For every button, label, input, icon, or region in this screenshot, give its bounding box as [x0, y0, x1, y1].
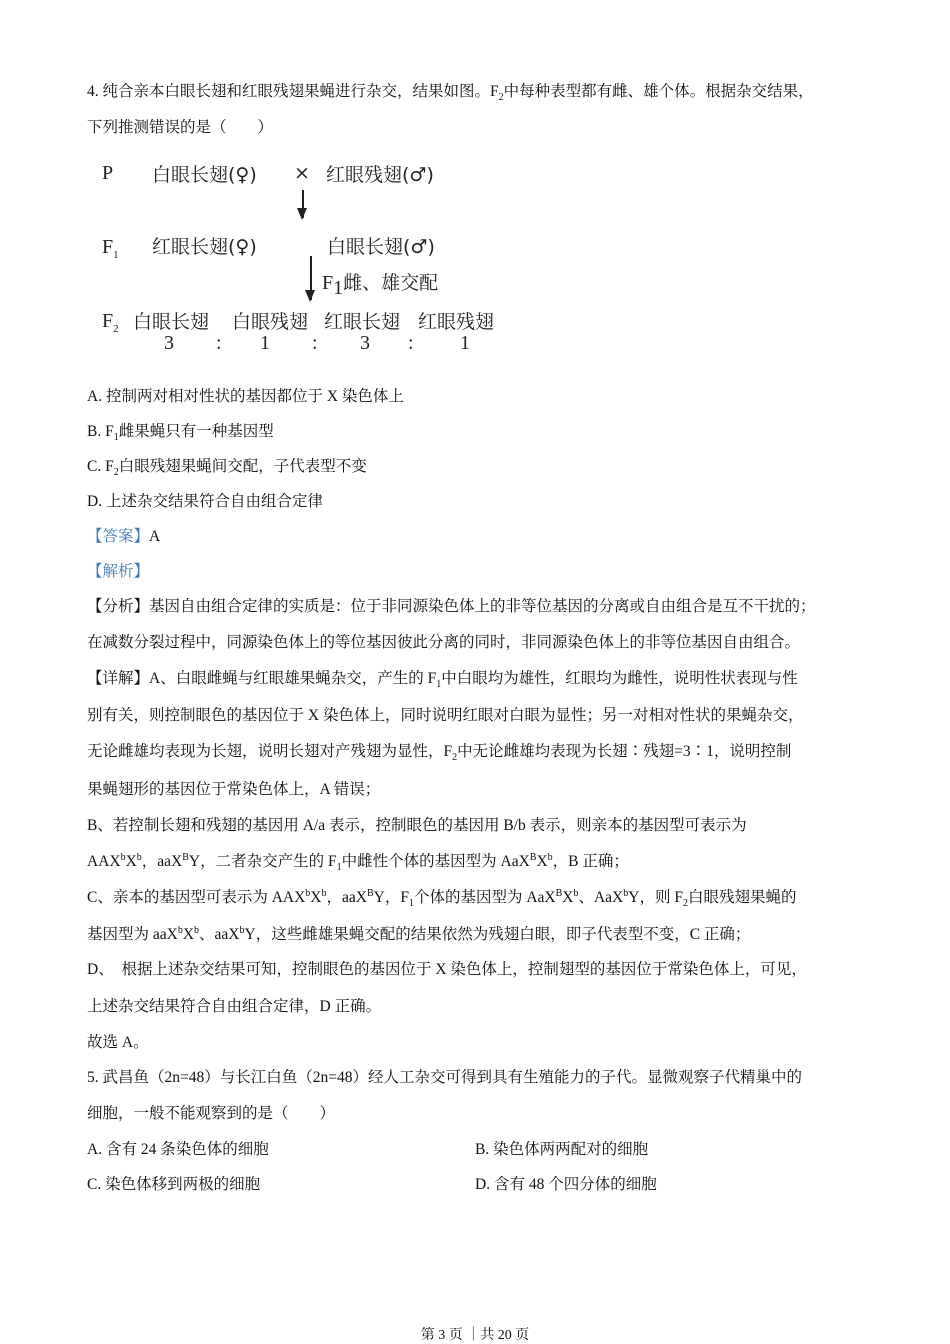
q5-option-d: D. 含有 48 个四分体的细胞	[475, 1176, 657, 1193]
text-run: 上述杂交结果符合自由组合定律，D 正确。	[87, 998, 382, 1015]
explanation-line	[87, 780, 380, 800]
answer-tag: 【答案】	[87, 528, 150, 545]
f2-phenotype: 白眼残翅	[232, 311, 309, 333]
text-run: 4. 纯合亲本白眼长翅和红眼残翅果蝇进行杂交，结果如图。F	[87, 83, 499, 100]
text-run: 无论雌雄均表现为长翅，说明长翅对产残翅为显性，F	[87, 743, 453, 760]
text-run: ，B 正确；	[552, 853, 629, 870]
f1-label: $F_1$	[102, 236, 119, 261]
q4-option-a	[87, 387, 404, 407]
f2-phenotype: 红眼长翅	[324, 311, 401, 333]
explanation-line	[87, 852, 629, 872]
cross-diagram	[90, 150, 530, 360]
ratio-value: 1	[260, 332, 270, 354]
text-run: X	[536, 853, 548, 870]
text-run: 中无论雌雄均表现为长翅∶残翅=3∶1，说明控制	[457, 743, 792, 760]
text-run: Y，这些雌雄果蝇交配的结果依然为残翅白眼，即子代表型不变，C 正确；	[244, 926, 751, 943]
supscript-text: b	[305, 887, 311, 899]
f2-phenotype: 白眼长翅	[133, 311, 210, 333]
text-run: 中每种表型都有雌、雄个体。根据杂交结果，	[503, 83, 814, 100]
supscript-text: B	[529, 851, 537, 863]
text-run: 果蝇翅形的基因位于常染色体上，A 错误；	[87, 781, 381, 798]
q5-stem-line	[87, 1068, 802, 1088]
explanation-line	[87, 816, 747, 836]
explanation-line	[87, 888, 796, 908]
ratio-sep: :	[408, 332, 414, 354]
f1-female: 红眼长翅(♀)	[152, 236, 257, 258]
supscript-text: b	[120, 851, 126, 863]
p-female: 白眼长翅(♀)	[152, 164, 257, 186]
text-run: 雌果蝇只有一种基因型	[118, 423, 274, 440]
f2-phenotype: 红眼残翅	[418, 311, 495, 333]
ratio-value: 3	[164, 332, 174, 354]
supscript-text: b	[573, 887, 579, 899]
q4-option-d	[87, 492, 323, 512]
q5-option-a: A. 含有 24 条染色体的细胞	[87, 1141, 269, 1158]
ratio-sep: :	[216, 332, 222, 354]
p-male: 红眼残翅(♂)	[326, 164, 434, 186]
q4-stem-line	[87, 118, 273, 138]
text-run: 【分析】基因自由组合定律的实质是：位于非同源染色体上的非等位基因的分离或自由组合是互不干扰的；	[87, 598, 816, 615]
q5-option-c: C. 染色体移到两极的细胞	[87, 1176, 261, 1193]
answer-line	[87, 527, 160, 547]
text-run: X	[125, 853, 137, 870]
text-run: D、 根据上述杂交结果可知，控制眼色的基因位于 X 染色体上，控制翅型的基因位于常染色体上，可见，	[87, 961, 807, 978]
q4-stem-line	[87, 82, 814, 102]
q5-stem-line	[87, 1104, 335, 1124]
subscript-text: 2	[452, 752, 458, 764]
text-run: 白眼残翅果蝇的	[687, 889, 797, 906]
text-run: Y，二者杂交产生的 F	[188, 853, 337, 870]
f2-label: $F_2$	[102, 310, 119, 335]
text-run: X	[182, 926, 195, 943]
text-run: C. F	[87, 458, 114, 475]
supscript-text: b	[623, 887, 629, 899]
p-label: P	[102, 162, 114, 184]
explanation-line	[87, 597, 816, 617]
subscript-text: 1	[336, 862, 342, 874]
text-run: Y，F	[373, 889, 409, 906]
explanation-line	[87, 669, 798, 689]
analysis-tag: 【解析】	[87, 563, 150, 580]
explanation-line	[87, 997, 381, 1017]
explanation-line	[87, 1033, 149, 1053]
text-run: 白眼残翅果蝇间交配，子代表型不变	[118, 458, 367, 475]
ratio-sep: :	[312, 332, 318, 354]
text-run: 中白眼均为雄性，红眼均为雌性，说明性状表现与性	[441, 670, 798, 687]
text-run: 下列推测错误的是（ ）	[87, 119, 274, 136]
answer-value: A	[149, 528, 161, 545]
text-run: ，aaX	[326, 889, 367, 906]
text-run: B、若控制长翅和残翅的基因用 A/a 表示，控制眼色的基因用 B/b 表示，则亲本的基因型可表示为	[87, 817, 747, 834]
ratio-value: 1	[460, 332, 470, 354]
supscript-text: B	[555, 887, 563, 899]
subscript-text: 1	[408, 898, 414, 910]
subscript-text: 2	[682, 898, 688, 910]
page-footer: 第 3 页 ｜共 20 页	[420, 1328, 530, 1343]
text-run: 在减数分裂过程中，同源染色体上的等位基因彼此分离的同时，非同源染色体上的非等位基因自由组合。	[87, 634, 801, 651]
explanation-line	[87, 742, 791, 762]
text-run: 基因型为 aaX	[87, 926, 178, 943]
f1-male: 白眼长翅(♂)	[327, 236, 435, 258]
arrow-down-icon	[302, 190, 304, 218]
cross-symbol: ×	[294, 162, 310, 184]
text-run: Y，则 F	[628, 889, 683, 906]
explanation-line	[87, 706, 803, 726]
text-run: B. F	[87, 423, 114, 440]
text-run: 故选 A。	[87, 1034, 149, 1051]
text-run: 别有关，则控制眼色的基因位于 X 染色体上，同时说明红眼对白眼为显性；另一对相对性状的果蝇杂交，	[87, 707, 804, 724]
supscript-text: b	[194, 924, 200, 936]
text-run: X	[310, 889, 322, 906]
text-run: 5. 武昌鱼（2n=48）与长江白鱼（2n=48）经人工杂交可得到具有生殖能力的子代。显微观察子代精巢中的	[87, 1069, 802, 1086]
ratio-value: 3	[360, 332, 370, 354]
text-run: ，aaX	[141, 853, 183, 870]
text-run: X	[562, 889, 574, 906]
text-run: 个体的基因型为 AaX	[413, 889, 556, 906]
text-run: 【详解】A、白眼雌蝇与红眼雄果蝇杂交，产生的 F	[87, 670, 437, 687]
supscript-text: b	[177, 924, 183, 936]
text-run: AAX	[87, 853, 121, 870]
text-run: 、aaX	[199, 926, 240, 943]
supscript-text: b	[136, 851, 142, 863]
q4-option-c	[87, 457, 367, 477]
supscript-text: b	[239, 924, 245, 936]
supscript-text: b	[547, 851, 553, 863]
arrow-down-icon	[310, 256, 312, 300]
explanation-line	[87, 960, 807, 980]
mating-label: $F_1$雌、雄交配	[322, 272, 439, 299]
text-run: 、AaX	[578, 889, 624, 906]
q4-option-b	[87, 422, 274, 442]
explanation-line	[87, 633, 800, 653]
text-run: 中雌性个体的基因型为 AaX	[341, 853, 530, 870]
text-run: D. 上述杂交结果符合自由组合定律	[87, 493, 323, 510]
subscript-text: 2	[113, 467, 119, 479]
subscript-text: 1	[113, 432, 119, 444]
subscript-text: 2	[498, 92, 504, 104]
text-run: A. 控制两对相对性状的基因都位于 X 染色体上	[87, 388, 404, 405]
supscript-text: B	[366, 887, 374, 899]
subscript-text: 1	[436, 679, 442, 691]
supscript-text: b	[321, 887, 327, 899]
text-run: C、亲本的基因型可表示为 AAX	[87, 889, 306, 906]
supscript-text: B	[182, 851, 189, 863]
text-run: 细胞，一般不能观察到的是（ ）	[87, 1105, 336, 1122]
q5-option-b: B. 染色体两两配对的细胞	[475, 1141, 649, 1158]
explanation-line	[87, 925, 750, 945]
